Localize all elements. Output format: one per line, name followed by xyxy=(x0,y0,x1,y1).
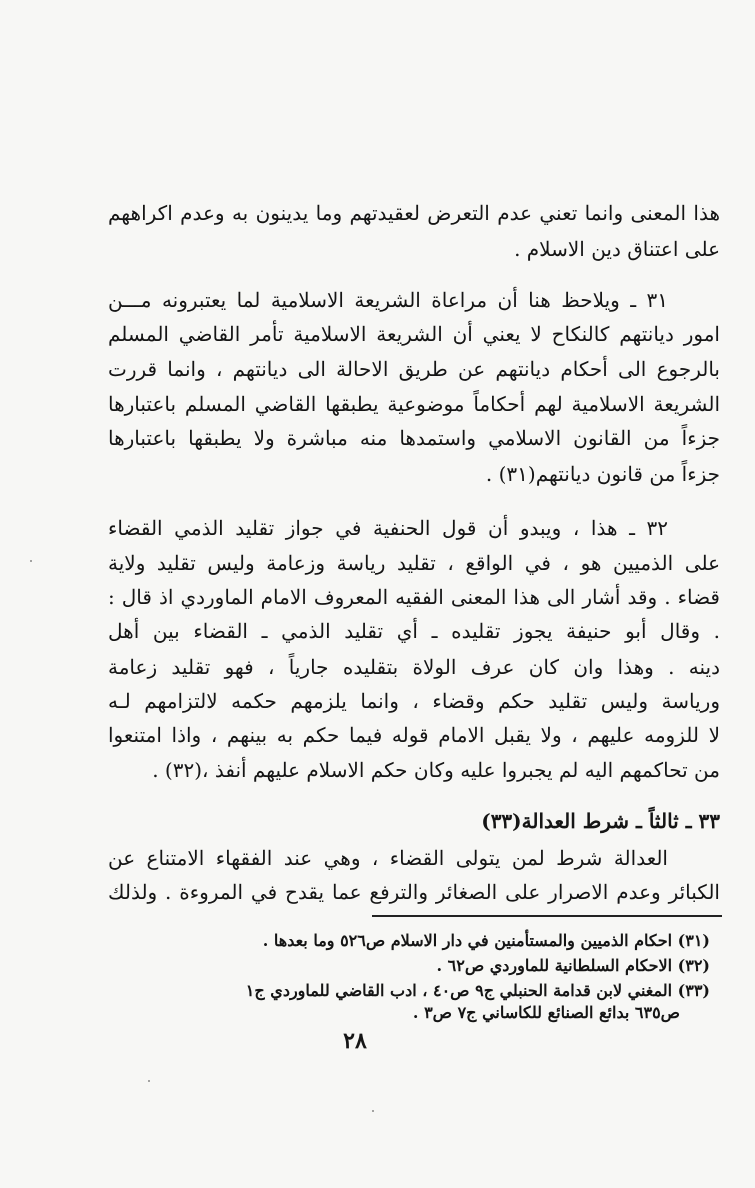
paragraph-line: هذا المعنى وانما تعني عدم التعرض لعقيدتهم وما يدينون به وعدم اكراههم xyxy=(108,201,720,225)
scan-speck xyxy=(148,1080,150,1082)
paragraph-line: لا للزومه عليهم ، ولا يقبل الامام قوله فيما حكم به بينهم ، واذا امتنعوا xyxy=(108,723,720,747)
footnote-continuation: ص٦٣٥ بدائع الصنائع للكاساني ج٧ ص٣ . xyxy=(412,1003,680,1022)
paragraph-line: من تحاكمهم اليه لم يجبروا عليه وكان حكم الاسلام عليهم أنفذ ،(٣٢) . xyxy=(152,758,720,782)
paragraph-line: جزءاً من القانون الاسلامي واستمدها منه مباشرة ولا يطبقها باعتبارها xyxy=(108,426,720,450)
paragraph-line: . وقال أبو حنيفة يجوز تقليده ـ أي تقليد الذمي ـ القضاء بين أهل xyxy=(108,619,720,643)
paragraph-line: العدالة شرط لمن يتولى القضاء ، وهي عند الفقهاء الامتناع عن xyxy=(108,846,668,870)
scan-speck xyxy=(30,560,32,562)
paragraph-line: الكبائر وعدم الاصرار على الصغائر والترفع عما يقدح في المروءة . ولذلك xyxy=(108,880,720,904)
paragraph-line: ٣١ ـ ويلاحظ هنا أن مراعاة الشريعة الاسلامية لما يعتبرونه مـــن xyxy=(108,288,668,312)
paragraph-line: على الذميين هو ، في الواقع ، تقليد رياسة وزعامة وليس تقليد ولاية xyxy=(108,551,720,575)
section-heading: ٣٣ ـ ثالثاً ـ شرط العدالة(٣٣) xyxy=(481,809,720,833)
paragraph-line: امور ديانتهم كالنكاح لا يعني أن الشريعة الاسلامية تأمر القاضي المسلم xyxy=(108,322,720,346)
paragraph-line: دينه . وهذا وان كان عرف الولاة بتقليده جارياً ، فهو تقليد زعامة xyxy=(108,655,720,679)
paragraph-line: ورياسة وليس تقليد حكم وقضاء ، وانما يلزمهم حكمه لالتزامهم لـه xyxy=(108,689,720,713)
paragraph-line: جزءاً من قانون ديانتهم(٣١) . xyxy=(485,462,720,486)
paragraph-line: قضاء . وقد أشار الى هذا المعنى الفقيه المعروف الامام الماوردي اذ قال : xyxy=(108,585,720,609)
page-number: ٢٨ xyxy=(343,1028,367,1054)
footnote: (٣٢) الاحكام السلطانية للماوردي ص٦٢ . xyxy=(436,956,710,975)
footnote: (٣١) احكام الذميين والمستأمنين في دار الاسلام ص٥٢٦ وما بعدها . xyxy=(262,931,710,950)
paragraph-line: ٣٢ ـ هذا ، ويبدو أن قول الحنفية في جواز تقليد الذمي القضاء xyxy=(108,516,668,540)
paragraph-line: الشريعة الاسلامية لهم أحكاماً موضوعية يطبقها القاضي المسلم باعتبارها xyxy=(108,392,720,416)
footnote: (٣٣) المغني لابن قدامة الحنبلي ج٩ ص٤٠ ، ادب القاضي للماوردي ج١ xyxy=(245,981,710,1000)
paragraph-line: بالرجوع الى أحكام ديانتهم عن طريق الاحالة الى ديانتهم ، وانما قررت xyxy=(108,357,720,381)
paragraph-line: على اعتناق دين الاسلام . xyxy=(514,237,720,261)
scan-speck xyxy=(372,1110,374,1112)
footnote-divider xyxy=(372,915,722,917)
